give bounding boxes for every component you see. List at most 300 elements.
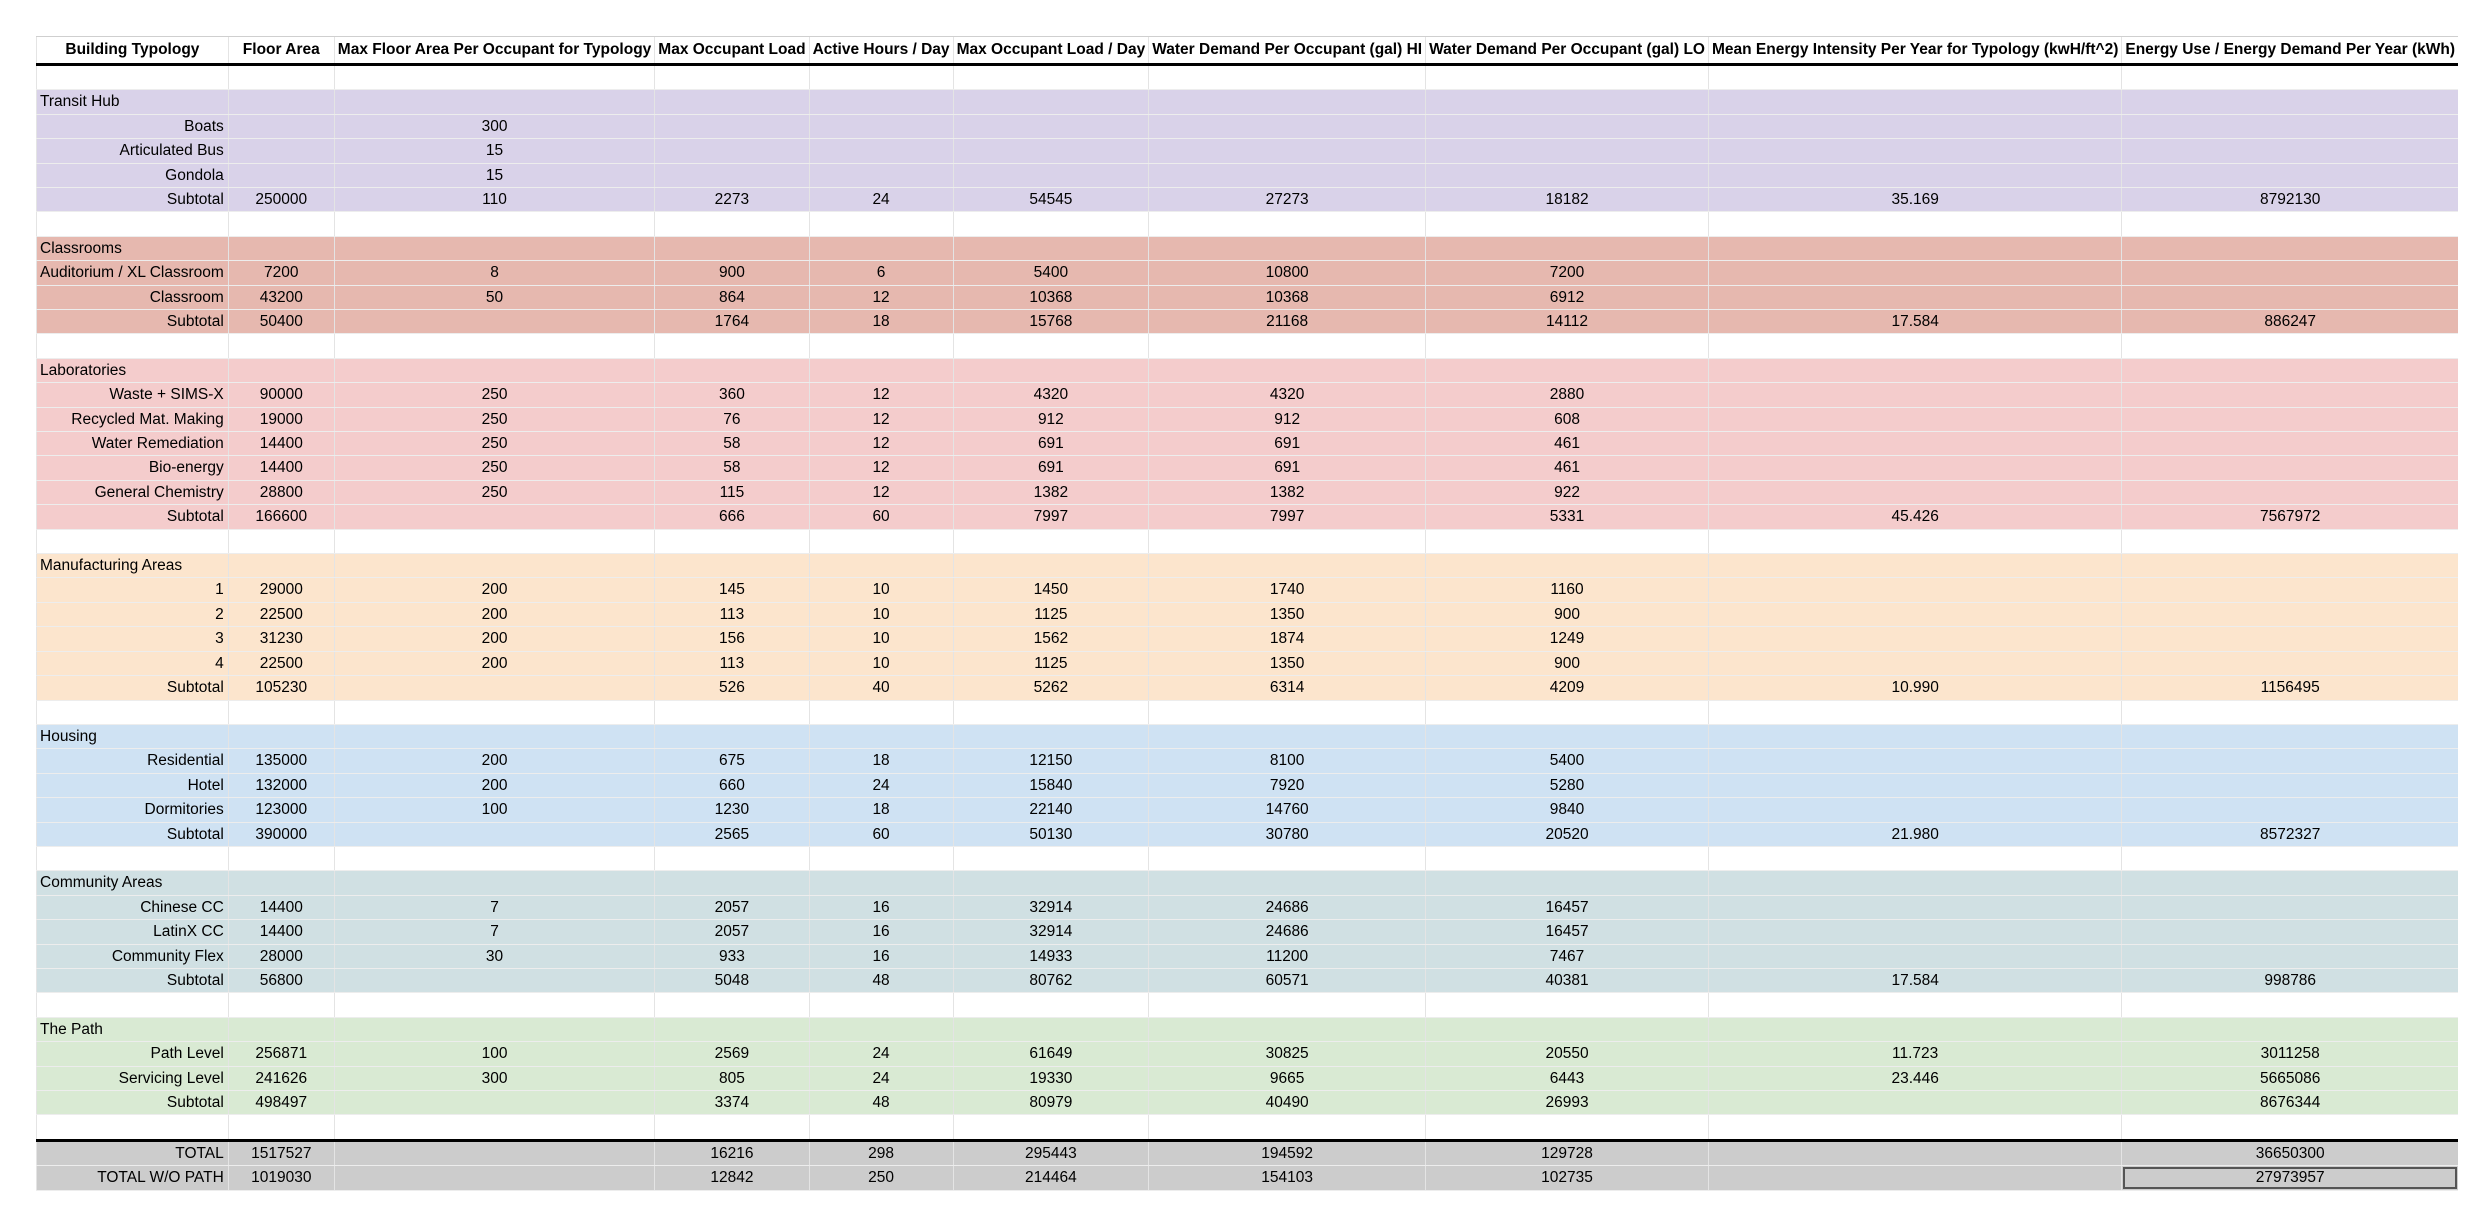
value-cell[interactable]: 17.584 — [1708, 310, 2121, 334]
empty-cell[interactable] — [953, 334, 1149, 358]
value-cell[interactable]: 76 — [655, 407, 809, 431]
row-label-cell[interactable]: Articulated Bus — [37, 139, 229, 163]
empty-cell[interactable] — [655, 554, 809, 578]
value-cell[interactable]: 50 — [334, 285, 655, 309]
empty-cell[interactable] — [1149, 554, 1426, 578]
empty-cell[interactable] — [1708, 1017, 2121, 1041]
value-cell[interactable]: 17.584 — [1708, 968, 2121, 992]
value-cell[interactable]: 145 — [655, 578, 809, 602]
empty-cell[interactable] — [655, 65, 809, 90]
row-label-cell[interactable]: Residential — [37, 749, 229, 773]
value-cell[interactable]: 30 — [334, 944, 655, 968]
value-cell[interactable]: 100 — [334, 1042, 655, 1066]
value-cell[interactable]: 7997 — [1149, 505, 1426, 529]
value-cell[interactable]: 40 — [809, 676, 953, 700]
empty-cell[interactable] — [953, 1115, 1149, 1140]
header-cell[interactable]: Water Demand Per Occupant (gal) LO — [1426, 37, 1709, 65]
row-label-cell[interactable]: Subtotal — [37, 968, 229, 992]
value-cell[interactable]: 250 — [809, 1166, 953, 1190]
value-cell[interactable]: 200 — [334, 651, 655, 675]
empty-cell[interactable] — [334, 236, 655, 260]
value-cell[interactable]: 7 — [334, 895, 655, 919]
value-cell[interactable]: 48 — [809, 968, 953, 992]
value-cell[interactable] — [334, 968, 655, 992]
value-cell[interactable]: 461 — [1426, 432, 1709, 456]
empty-cell[interactable] — [228, 1017, 334, 1041]
value-cell[interactable]: 6912 — [1426, 285, 1709, 309]
value-cell[interactable]: 300 — [334, 114, 655, 138]
value-cell[interactable]: 20550 — [1426, 1042, 1709, 1066]
value-cell[interactable]: 7200 — [228, 261, 334, 285]
empty-cell[interactable] — [1426, 358, 1709, 382]
empty-cell[interactable] — [953, 871, 1149, 895]
empty-cell[interactable] — [334, 846, 655, 870]
value-cell[interactable]: 15 — [334, 139, 655, 163]
empty-cell[interactable] — [334, 700, 655, 724]
value-cell[interactable]: 4320 — [1149, 383, 1426, 407]
empty-cell[interactable] — [953, 554, 1149, 578]
empty-cell[interactable] — [334, 90, 655, 114]
empty-cell[interactable] — [809, 993, 953, 1017]
value-cell[interactable]: 90000 — [228, 383, 334, 407]
value-cell[interactable]: 14112 — [1426, 310, 1709, 334]
empty-cell[interactable] — [655, 236, 809, 260]
value-cell[interactable] — [953, 114, 1149, 138]
value-cell[interactable]: 691 — [953, 456, 1149, 480]
empty-cell[interactable] — [1426, 65, 1709, 90]
value-cell[interactable] — [2122, 383, 2458, 407]
empty-cell[interactable] — [37, 212, 229, 236]
empty-cell[interactable] — [2122, 90, 2458, 114]
value-cell[interactable]: 22500 — [228, 651, 334, 675]
row-label-cell[interactable]: Gondola — [37, 163, 229, 187]
empty-cell[interactable] — [228, 90, 334, 114]
empty-cell[interactable] — [334, 554, 655, 578]
value-cell[interactable]: 5665086 — [2122, 1066, 2458, 1090]
value-cell[interactable]: 7567972 — [2122, 505, 2458, 529]
value-cell[interactable]: 2057 — [655, 895, 809, 919]
value-cell[interactable]: 14400 — [228, 920, 334, 944]
row-label-cell[interactable]: General Chemistry — [37, 480, 229, 504]
value-cell[interactable] — [2122, 773, 2458, 797]
empty-cell[interactable] — [655, 700, 809, 724]
value-cell[interactable]: 43200 — [228, 285, 334, 309]
value-cell[interactable]: 32914 — [953, 895, 1149, 919]
empty-cell[interactable] — [953, 212, 1149, 236]
value-cell[interactable] — [334, 310, 655, 334]
value-cell[interactable]: 912 — [1149, 407, 1426, 431]
empty-cell[interactable] — [228, 529, 334, 553]
empty-cell[interactable] — [1149, 212, 1426, 236]
empty-cell[interactable] — [1426, 236, 1709, 260]
value-cell[interactable]: 1740 — [1149, 578, 1426, 602]
value-cell[interactable]: 19000 — [228, 407, 334, 431]
row-label-cell[interactable]: Subtotal — [37, 1090, 229, 1114]
header-cell[interactable]: Max Floor Area Per Occupant for Typology — [334, 37, 655, 65]
value-cell[interactable] — [1708, 920, 2121, 944]
value-cell[interactable]: 526 — [655, 676, 809, 700]
value-cell[interactable]: 56800 — [228, 968, 334, 992]
header-cell[interactable]: Water Demand Per Occupant (gal) HI — [1149, 37, 1426, 65]
value-cell[interactable] — [2122, 139, 2458, 163]
empty-cell[interactable] — [809, 1017, 953, 1041]
row-label-cell[interactable]: Subtotal — [37, 310, 229, 334]
value-cell[interactable]: 14400 — [228, 895, 334, 919]
value-cell[interactable] — [1708, 1090, 2121, 1114]
value-cell[interactable]: 5048 — [655, 968, 809, 992]
empty-cell[interactable] — [809, 65, 953, 90]
value-cell[interactable] — [1708, 578, 2121, 602]
value-cell[interactable]: 11200 — [1149, 944, 1426, 968]
value-cell[interactable]: 1517527 — [228, 1140, 334, 1165]
value-cell[interactable]: 24 — [809, 1042, 953, 1066]
value-cell[interactable]: 40490 — [1149, 1090, 1426, 1114]
value-cell[interactable] — [1708, 114, 2121, 138]
empty-cell[interactable] — [2122, 65, 2458, 90]
empty-cell[interactable] — [228, 358, 334, 382]
value-cell[interactable]: 8572327 — [2122, 822, 2458, 846]
empty-cell[interactable] — [953, 724, 1149, 748]
header-cell[interactable]: Max Occupant Load — [655, 37, 809, 65]
value-cell[interactable]: 1382 — [953, 480, 1149, 504]
value-cell[interactable]: 113 — [655, 651, 809, 675]
value-cell[interactable]: 390000 — [228, 822, 334, 846]
value-cell[interactable] — [1708, 383, 2121, 407]
value-cell[interactable]: 18182 — [1426, 188, 1709, 212]
empty-cell[interactable] — [1149, 529, 1426, 553]
empty-cell[interactable] — [1426, 1017, 1709, 1041]
value-cell[interactable]: 200 — [334, 602, 655, 626]
value-cell[interactable]: 1125 — [953, 602, 1149, 626]
value-cell[interactable] — [1708, 407, 2121, 431]
empty-cell[interactable] — [809, 846, 953, 870]
value-cell[interactable]: 7200 — [1426, 261, 1709, 285]
empty-cell[interactable] — [953, 65, 1149, 90]
empty-cell[interactable] — [809, 334, 953, 358]
empty-cell[interactable] — [334, 724, 655, 748]
value-cell[interactable] — [1426, 114, 1709, 138]
empty-cell[interactable] — [228, 871, 334, 895]
value-cell[interactable]: 1019030 — [228, 1166, 334, 1190]
value-cell[interactable]: 28000 — [228, 944, 334, 968]
value-cell[interactable]: 691 — [1149, 432, 1426, 456]
value-cell[interactable]: 912 — [953, 407, 1149, 431]
empty-cell[interactable] — [2122, 212, 2458, 236]
value-cell[interactable] — [228, 114, 334, 138]
empty-cell[interactable] — [1708, 871, 2121, 895]
empty-cell[interactable] — [334, 1115, 655, 1140]
value-cell[interactable]: 18 — [809, 749, 953, 773]
value-cell[interactable]: 102735 — [1426, 1166, 1709, 1190]
empty-cell[interactable] — [1426, 993, 1709, 1017]
value-cell[interactable]: 22140 — [953, 798, 1149, 822]
empty-cell[interactable] — [655, 724, 809, 748]
empty-cell[interactable] — [2122, 236, 2458, 260]
empty-cell[interactable] — [809, 724, 953, 748]
value-cell[interactable] — [1426, 163, 1709, 187]
value-cell[interactable]: 241626 — [228, 1066, 334, 1090]
empty-cell[interactable] — [228, 236, 334, 260]
value-cell[interactable]: 14760 — [1149, 798, 1426, 822]
value-cell[interactable]: 24 — [809, 773, 953, 797]
row-label-cell[interactable]: Auditorium / XL Classroom — [37, 261, 229, 285]
value-cell[interactable]: 54545 — [953, 188, 1149, 212]
value-cell[interactable]: 250000 — [228, 188, 334, 212]
value-cell[interactable] — [1708, 1166, 2121, 1190]
value-cell[interactable]: 10 — [809, 578, 953, 602]
value-cell[interactable]: 1350 — [1149, 651, 1426, 675]
empty-cell[interactable] — [953, 236, 1149, 260]
header-cell[interactable]: Floor Area — [228, 37, 334, 65]
value-cell[interactable] — [2122, 944, 2458, 968]
empty-cell[interactable] — [1708, 554, 2121, 578]
value-cell[interactable] — [1708, 895, 2121, 919]
empty-cell[interactable] — [1426, 700, 1709, 724]
value-cell[interactable] — [1708, 432, 2121, 456]
empty-cell[interactable] — [37, 334, 229, 358]
value-cell[interactable]: 2273 — [655, 188, 809, 212]
value-cell[interactable]: 886247 — [2122, 310, 2458, 334]
row-label-cell[interactable]: 1 — [37, 578, 229, 602]
empty-cell[interactable] — [37, 529, 229, 553]
value-cell[interactable]: 675 — [655, 749, 809, 773]
value-cell[interactable] — [334, 1166, 655, 1190]
empty-cell[interactable] — [655, 334, 809, 358]
value-cell[interactable]: 1350 — [1149, 602, 1426, 626]
value-cell[interactable]: 24 — [809, 188, 953, 212]
empty-cell[interactable] — [1149, 993, 1426, 1017]
empty-cell[interactable] — [1149, 1115, 1426, 1140]
value-cell[interactable]: 194592 — [1149, 1140, 1426, 1165]
value-cell[interactable]: 1382 — [1149, 480, 1426, 504]
value-cell[interactable] — [1708, 1140, 2121, 1165]
empty-cell[interactable] — [334, 212, 655, 236]
empty-cell[interactable] — [809, 90, 953, 114]
empty-cell[interactable] — [1149, 846, 1426, 870]
empty-cell[interactable] — [2122, 358, 2458, 382]
empty-cell[interactable] — [655, 846, 809, 870]
value-cell[interactable]: 7997 — [953, 505, 1149, 529]
empty-cell[interactable] — [655, 1115, 809, 1140]
value-cell[interactable] — [334, 822, 655, 846]
empty-cell[interactable] — [1426, 334, 1709, 358]
value-cell[interactable]: 32914 — [953, 920, 1149, 944]
empty-cell[interactable] — [1708, 65, 2121, 90]
value-cell[interactable]: 24 — [809, 1066, 953, 1090]
empty-cell[interactable] — [37, 846, 229, 870]
empty-cell[interactable] — [1149, 871, 1426, 895]
empty-cell[interactable] — [953, 846, 1149, 870]
value-cell[interactable] — [2122, 651, 2458, 675]
value-cell[interactable]: 12 — [809, 480, 953, 504]
value-cell[interactable] — [2122, 895, 2458, 919]
value-cell[interactable]: 129728 — [1426, 1140, 1709, 1165]
value-cell[interactable]: 8792130 — [2122, 188, 2458, 212]
value-cell[interactable]: 15840 — [953, 773, 1149, 797]
value-cell[interactable]: 60 — [809, 505, 953, 529]
value-cell[interactable]: 60 — [809, 822, 953, 846]
value-cell[interactable]: 12 — [809, 407, 953, 431]
value-cell[interactable]: 250 — [334, 407, 655, 431]
value-cell[interactable]: 24686 — [1149, 895, 1426, 919]
section-title[interactable]: Transit Hub — [37, 90, 229, 114]
value-cell[interactable]: 58 — [655, 432, 809, 456]
value-cell[interactable] — [2122, 432, 2458, 456]
row-label-cell[interactable]: TOTAL W/O PATH — [37, 1166, 229, 1190]
value-cell[interactable]: 5400 — [1426, 749, 1709, 773]
empty-cell[interactable] — [228, 212, 334, 236]
value-cell[interactable]: 10800 — [1149, 261, 1426, 285]
value-cell[interactable]: 5400 — [953, 261, 1149, 285]
value-cell[interactable] — [1708, 261, 2121, 285]
value-cell[interactable]: 10 — [809, 651, 953, 675]
section-title[interactable]: Laboratories — [37, 358, 229, 382]
value-cell[interactable]: 27973957 — [2122, 1166, 2458, 1190]
header-cell[interactable]: Active Hours / Day — [809, 37, 953, 65]
section-title[interactable]: The Path — [37, 1017, 229, 1041]
value-cell[interactable]: 58 — [655, 456, 809, 480]
empty-cell[interactable] — [2122, 993, 2458, 1017]
empty-cell[interactable] — [37, 993, 229, 1017]
value-cell[interactable]: 300 — [334, 1066, 655, 1090]
value-cell[interactable] — [1426, 139, 1709, 163]
value-cell[interactable] — [1149, 139, 1426, 163]
empty-cell[interactable] — [655, 1017, 809, 1041]
value-cell[interactable]: 1450 — [953, 578, 1149, 602]
empty-cell[interactable] — [1708, 1115, 2121, 1140]
row-label-cell[interactable]: Bio-energy — [37, 456, 229, 480]
empty-cell[interactable] — [2122, 871, 2458, 895]
value-cell[interactable]: 40381 — [1426, 968, 1709, 992]
empty-cell[interactable] — [1426, 1115, 1709, 1140]
value-cell[interactable]: 100 — [334, 798, 655, 822]
value-cell[interactable] — [2122, 602, 2458, 626]
value-cell[interactable]: 31230 — [228, 627, 334, 651]
value-cell[interactable]: 2565 — [655, 822, 809, 846]
value-cell[interactable]: 250 — [334, 480, 655, 504]
value-cell[interactable]: 1874 — [1149, 627, 1426, 651]
value-cell[interactable] — [1708, 798, 2121, 822]
empty-cell[interactable] — [655, 212, 809, 236]
value-cell[interactable]: 29000 — [228, 578, 334, 602]
empty-cell[interactable] — [1149, 334, 1426, 358]
row-label-cell[interactable]: 2 — [37, 602, 229, 626]
empty-cell[interactable] — [953, 993, 1149, 1017]
row-label-cell[interactable]: Subtotal — [37, 822, 229, 846]
value-cell[interactable]: 156 — [655, 627, 809, 651]
value-cell[interactable]: 5331 — [1426, 505, 1709, 529]
empty-cell[interactable] — [228, 724, 334, 748]
empty-cell[interactable] — [334, 334, 655, 358]
value-cell[interactable]: 214464 — [953, 1166, 1149, 1190]
value-cell[interactable]: 6314 — [1149, 676, 1426, 700]
value-cell[interactable]: 6443 — [1426, 1066, 1709, 1090]
empty-cell[interactable] — [2122, 554, 2458, 578]
empty-cell[interactable] — [334, 65, 655, 90]
value-cell[interactable] — [953, 139, 1149, 163]
value-cell[interactable]: 805 — [655, 1066, 809, 1090]
value-cell[interactable]: 115 — [655, 480, 809, 504]
value-cell[interactable] — [809, 114, 953, 138]
value-cell[interactable]: 666 — [655, 505, 809, 529]
value-cell[interactable]: 498497 — [228, 1090, 334, 1114]
header-cell[interactable]: Mean Energy Intensity Per Year for Typology (kwH/ft^2) — [1708, 37, 2121, 65]
empty-cell[interactable] — [1708, 90, 2121, 114]
row-label-cell[interactable]: Subtotal — [37, 676, 229, 700]
value-cell[interactable] — [2122, 285, 2458, 309]
value-cell[interactable]: 21.980 — [1708, 822, 2121, 846]
row-label-cell[interactable]: 3 — [37, 627, 229, 651]
section-title[interactable]: Housing — [37, 724, 229, 748]
value-cell[interactable]: 8100 — [1149, 749, 1426, 773]
value-cell[interactable]: 35.169 — [1708, 188, 2121, 212]
value-cell[interactable]: 16 — [809, 895, 953, 919]
empty-cell[interactable] — [228, 334, 334, 358]
value-cell[interactable] — [2122, 114, 2458, 138]
value-cell[interactable]: 28800 — [228, 480, 334, 504]
value-cell[interactable]: 22500 — [228, 602, 334, 626]
empty-cell[interactable] — [334, 358, 655, 382]
value-cell[interactable]: 14933 — [953, 944, 1149, 968]
value-cell[interactable]: 3011258 — [2122, 1042, 2458, 1066]
empty-cell[interactable] — [334, 993, 655, 1017]
value-cell[interactable]: 922 — [1426, 480, 1709, 504]
empty-cell[interactable] — [228, 700, 334, 724]
row-label-cell[interactable]: Classroom — [37, 285, 229, 309]
value-cell[interactable] — [2122, 627, 2458, 651]
empty-cell[interactable] — [809, 1115, 953, 1140]
value-cell[interactable]: 166600 — [228, 505, 334, 529]
value-cell[interactable]: 5280 — [1426, 773, 1709, 797]
empty-cell[interactable] — [2122, 529, 2458, 553]
value-cell[interactable] — [1149, 163, 1426, 187]
empty-cell[interactable] — [1426, 529, 1709, 553]
value-cell[interactable] — [334, 505, 655, 529]
empty-cell[interactable] — [655, 529, 809, 553]
empty-cell[interactable] — [1426, 871, 1709, 895]
value-cell[interactable]: 691 — [953, 432, 1149, 456]
empty-cell[interactable] — [228, 554, 334, 578]
value-cell[interactable]: 21168 — [1149, 310, 1426, 334]
value-cell[interactable] — [2122, 798, 2458, 822]
value-cell[interactable]: 250 — [334, 456, 655, 480]
empty-cell[interactable] — [953, 529, 1149, 553]
value-cell[interactable]: 10.990 — [1708, 676, 2121, 700]
value-cell[interactable] — [1708, 285, 2121, 309]
value-cell[interactable]: 1764 — [655, 310, 809, 334]
value-cell[interactable]: 61649 — [953, 1042, 1149, 1066]
empty-cell[interactable] — [655, 871, 809, 895]
value-cell[interactable]: 864 — [655, 285, 809, 309]
empty-cell[interactable] — [953, 700, 1149, 724]
value-cell[interactable] — [228, 139, 334, 163]
value-cell[interactable]: 15768 — [953, 310, 1149, 334]
row-label-cell[interactable]: TOTAL — [37, 1140, 229, 1165]
value-cell[interactable]: 50130 — [953, 822, 1149, 846]
value-cell[interactable] — [334, 1140, 655, 1165]
value-cell[interactable]: 132000 — [228, 773, 334, 797]
value-cell[interactable]: 461 — [1426, 456, 1709, 480]
value-cell[interactable]: 60571 — [1149, 968, 1426, 992]
value-cell[interactable]: 998786 — [2122, 968, 2458, 992]
empty-cell[interactable] — [1708, 334, 2121, 358]
empty-cell[interactable] — [1149, 700, 1426, 724]
empty-cell[interactable] — [334, 529, 655, 553]
row-label-cell[interactable]: 4 — [37, 651, 229, 675]
empty-cell[interactable] — [1426, 212, 1709, 236]
empty-cell[interactable] — [2122, 1115, 2458, 1140]
empty-cell[interactable] — [809, 700, 953, 724]
